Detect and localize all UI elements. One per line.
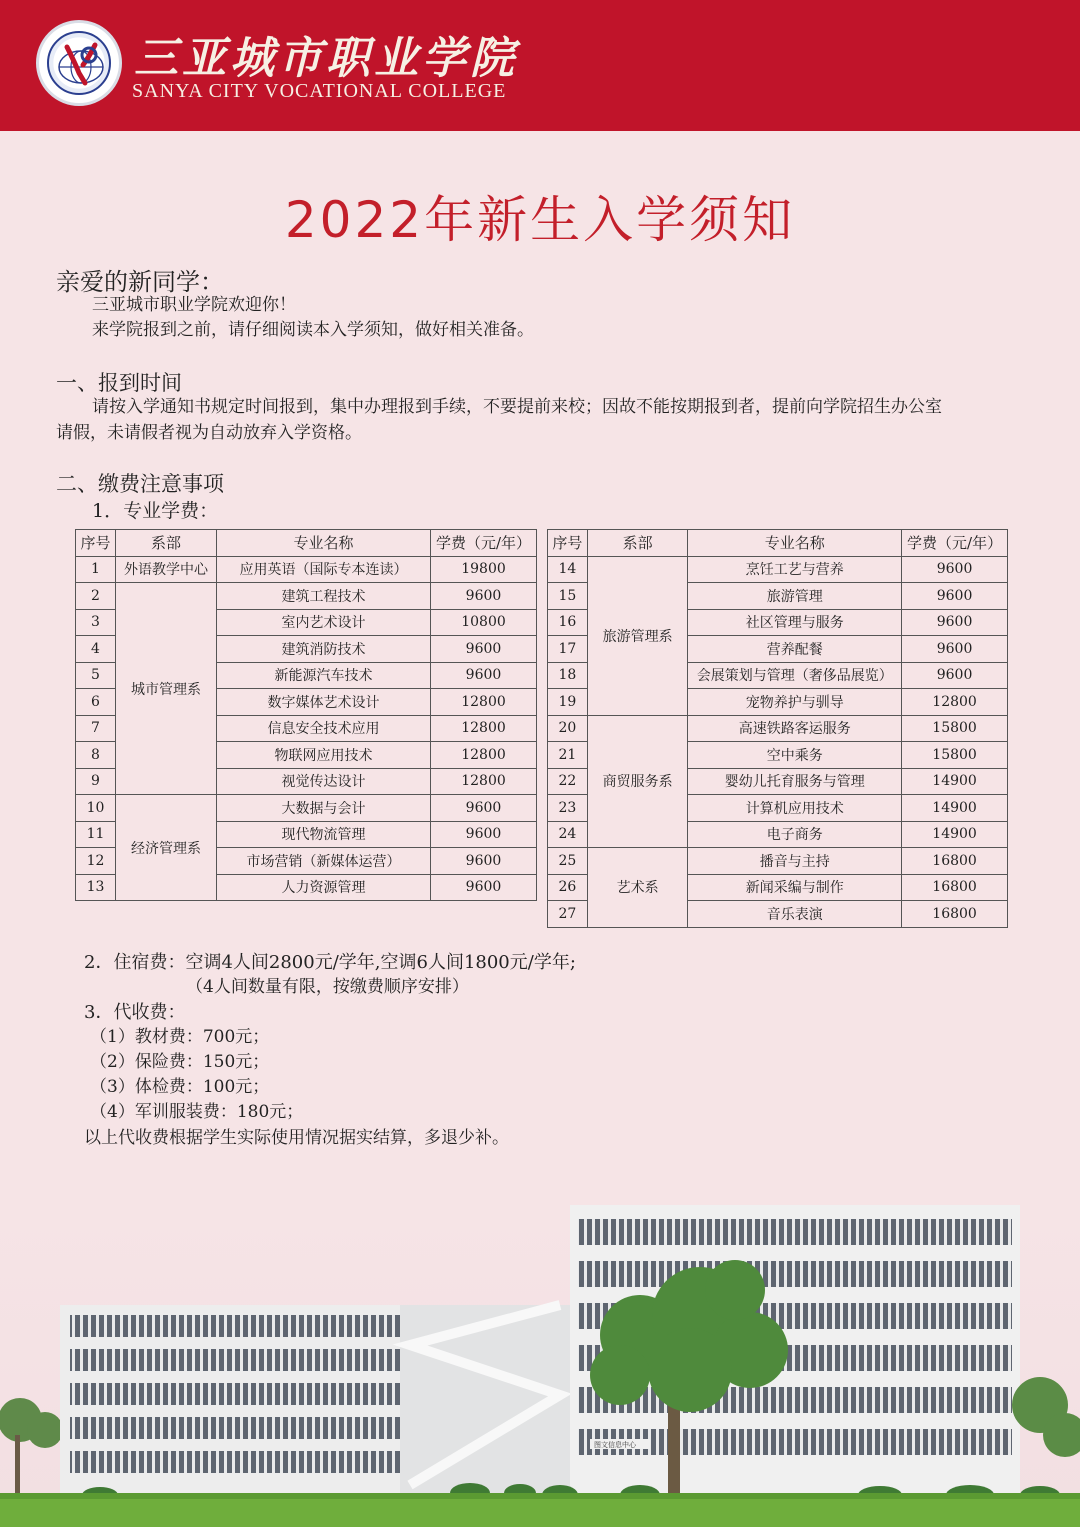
table-header-row bbox=[76, 530, 537, 557]
greeting: 亲爱的新同学： bbox=[56, 268, 224, 296]
intro-line-1: 三亚城市职业学院欢迎你！ bbox=[92, 295, 296, 315]
col-header-dept: 系部 bbox=[116, 530, 217, 557]
cell-major: 营养配餐 bbox=[688, 636, 902, 663]
cell-fee: 9600 bbox=[431, 821, 537, 848]
fee-item-uniform: （4）军训服装费：180元； bbox=[90, 1102, 304, 1122]
cell-fee: 9600 bbox=[431, 636, 537, 663]
cell-major: 应用英语（国际专本连读） bbox=[217, 556, 431, 583]
col-header-index: 序号 bbox=[548, 530, 588, 557]
cell-fee: 15800 bbox=[902, 715, 1008, 742]
cell-index: 1 bbox=[76, 556, 116, 583]
cell-index: 6 bbox=[76, 689, 116, 716]
closing-note: 以上代收费根据学生实际使用情况据实结算，多退少补。 bbox=[84, 1128, 509, 1148]
cell-fee: 12800 bbox=[902, 689, 1008, 716]
cell-fee: 12800 bbox=[431, 742, 537, 769]
cell-major: 大数据与会计 bbox=[217, 795, 431, 822]
cell-index: 8 bbox=[76, 742, 116, 769]
college-name-en: SANYA CITY VOCATIONAL COLLEGE bbox=[132, 80, 507, 102]
cell-department: 城市管理系 bbox=[116, 583, 217, 795]
cell-major: 建筑工程技术 bbox=[217, 583, 431, 610]
cell-fee: 14900 bbox=[902, 821, 1008, 848]
intro-line-2: 来学院报到之前，请仔细阅读本入学须知，做好相关准备。 bbox=[92, 320, 534, 340]
cell-department: 外语教学中心 bbox=[116, 556, 217, 583]
cell-index: 4 bbox=[76, 636, 116, 663]
section-1-line-1: 请按入学通知书规定时间报到，集中办理报到手续，不要提前来校；因故不能按期报到者，提前向学院招生办公室 bbox=[92, 397, 942, 417]
cell-major: 市场营销（新媒体运营） bbox=[217, 848, 431, 875]
accommodation-label: 2．住宿费： bbox=[84, 952, 186, 973]
cell-index: 25 bbox=[548, 848, 588, 875]
cell-index: 9 bbox=[76, 768, 116, 795]
cell-major: 视觉传达设计 bbox=[217, 768, 431, 795]
cell-major: 数字媒体艺术设计 bbox=[217, 689, 431, 716]
table-row bbox=[76, 583, 537, 610]
cell-index: 13 bbox=[76, 874, 116, 901]
page-title: 2022年新生入学须知 bbox=[284, 191, 796, 249]
cell-index: 14 bbox=[548, 556, 588, 583]
campus-building-illustration bbox=[0, 1195, 1080, 1527]
cell-index: 27 bbox=[548, 901, 588, 928]
cell-index: 21 bbox=[548, 742, 588, 769]
cell-department: 旅游管理系 bbox=[587, 556, 688, 715]
cell-fee: 9600 bbox=[431, 662, 537, 689]
cell-index: 24 bbox=[548, 821, 588, 848]
cell-major: 物联网应用技术 bbox=[217, 742, 431, 769]
cell-index: 19 bbox=[548, 689, 588, 716]
col-header-major: 专业名称 bbox=[217, 530, 431, 557]
cell-major: 空中乘务 bbox=[688, 742, 902, 769]
tuition-table-left bbox=[75, 529, 537, 901]
cell-fee: 12800 bbox=[431, 768, 537, 795]
cell-department: 经济管理系 bbox=[116, 795, 217, 901]
cell-index: 15 bbox=[548, 583, 588, 610]
cell-fee: 12800 bbox=[431, 715, 537, 742]
cell-department: 艺术系 bbox=[587, 848, 688, 928]
cell-index: 23 bbox=[548, 795, 588, 822]
col-header-dept: 系部 bbox=[587, 530, 688, 557]
cell-major: 信息安全技术应用 bbox=[217, 715, 431, 742]
cell-index: 22 bbox=[548, 768, 588, 795]
cell-major: 电子商务 bbox=[688, 821, 902, 848]
cell-major: 音乐表演 bbox=[688, 901, 902, 928]
table-row bbox=[548, 848, 1008, 875]
cell-fee: 16800 bbox=[902, 874, 1008, 901]
cell-major: 高速铁路客运服务 bbox=[688, 715, 902, 742]
cell-major: 新能源汽车技术 bbox=[217, 662, 431, 689]
cell-major: 新闻采编与制作 bbox=[688, 874, 902, 901]
cell-fee: 9600 bbox=[431, 874, 537, 901]
cell-major: 旅游管理 bbox=[688, 583, 902, 610]
section-1-line-2: 请假，未请假者视为自动放弃入学资格。 bbox=[56, 423, 362, 443]
fee-item-textbook: （1）教材费：700元； bbox=[90, 1027, 270, 1047]
cell-fee: 9600 bbox=[902, 583, 1008, 610]
cell-index: 17 bbox=[548, 636, 588, 663]
col-header-index: 序号 bbox=[76, 530, 116, 557]
cell-fee: 10800 bbox=[431, 609, 537, 636]
col-header-fee: 学费（元/年） bbox=[902, 530, 1008, 557]
cell-fee: 9600 bbox=[431, 583, 537, 610]
section-1-heading: 一、报到时间 bbox=[56, 371, 182, 395]
cell-major: 播音与主持 bbox=[688, 848, 902, 875]
cell-major: 室内艺术设计 bbox=[217, 609, 431, 636]
cell-fee: 16800 bbox=[902, 848, 1008, 875]
tuition-table-right bbox=[547, 529, 1008, 928]
cell-fee: 19800 bbox=[431, 556, 537, 583]
cell-major: 人力资源管理 bbox=[217, 874, 431, 901]
cell-index: 26 bbox=[548, 874, 588, 901]
collected-fees-heading: 3．代收费： bbox=[84, 1002, 186, 1023]
cell-index: 16 bbox=[548, 609, 588, 636]
cell-department: 商贸服务系 bbox=[587, 715, 688, 848]
cell-index: 5 bbox=[76, 662, 116, 689]
table-header-row bbox=[548, 530, 1008, 557]
college-name-cn: 三亚城市职业学院 bbox=[134, 33, 518, 84]
cell-fee: 12800 bbox=[431, 689, 537, 716]
cell-major: 现代物流管理 bbox=[217, 821, 431, 848]
cell-fee: 9600 bbox=[902, 609, 1008, 636]
accommodation-note: （4人间数量有限，按缴费顺序安排） bbox=[186, 977, 469, 997]
cell-fee: 14900 bbox=[902, 795, 1008, 822]
cell-fee: 9600 bbox=[431, 795, 537, 822]
table-row bbox=[76, 556, 537, 583]
table-row bbox=[548, 715, 1008, 742]
cell-major: 建筑消防技术 bbox=[217, 636, 431, 663]
cell-fee: 15800 bbox=[902, 742, 1008, 769]
cell-major: 社区管理与服务 bbox=[688, 609, 902, 636]
cell-fee: 9600 bbox=[902, 556, 1008, 583]
cell-fee: 9600 bbox=[902, 636, 1008, 663]
college-emblem-icon bbox=[36, 20, 122, 106]
emblem-graphic bbox=[49, 33, 111, 95]
fee-item-insurance: （2）保险费：150元； bbox=[90, 1052, 270, 1072]
cell-index: 7 bbox=[76, 715, 116, 742]
accommodation-line bbox=[84, 950, 576, 975]
cell-major: 烹饪工艺与营养 bbox=[688, 556, 902, 583]
col-header-fee: 学费（元/年） bbox=[431, 530, 537, 557]
cell-fee: 14900 bbox=[902, 768, 1008, 795]
table-row bbox=[548, 556, 1008, 583]
fee-item-checkup: （3）体检费：100元； bbox=[90, 1077, 270, 1097]
cell-fee: 9600 bbox=[902, 662, 1008, 689]
building-sign-text: 图文信息中心 bbox=[594, 1441, 636, 1449]
cell-index: 2 bbox=[76, 583, 116, 610]
cell-index: 18 bbox=[548, 662, 588, 689]
cell-fee: 16800 bbox=[902, 901, 1008, 928]
cell-major: 婴幼儿托育服务与管理 bbox=[688, 768, 902, 795]
cell-index: 12 bbox=[76, 848, 116, 875]
cell-fee: 9600 bbox=[431, 848, 537, 875]
cell-index: 3 bbox=[76, 609, 116, 636]
col-header-major: 专业名称 bbox=[688, 530, 902, 557]
header-banner bbox=[0, 0, 1080, 131]
section-2-heading: 二、缴费注意事项 bbox=[56, 472, 224, 496]
cell-major: 会展策划与管理（奢侈品展览） bbox=[688, 662, 902, 689]
cell-index: 20 bbox=[548, 715, 588, 742]
cell-major: 宠物养护与驯导 bbox=[688, 689, 902, 716]
cell-index: 11 bbox=[76, 821, 116, 848]
tuition-subheading: 1．专业学费： bbox=[92, 500, 219, 522]
cell-index: 10 bbox=[76, 795, 116, 822]
campus-building-photo bbox=[0, 1195, 1080, 1527]
cell-major: 计算机应用技术 bbox=[688, 795, 902, 822]
accommodation-text: 空调4人间2800元/学年,空调6人间1800元/学年; bbox=[185, 952, 576, 973]
table-row bbox=[76, 795, 537, 822]
